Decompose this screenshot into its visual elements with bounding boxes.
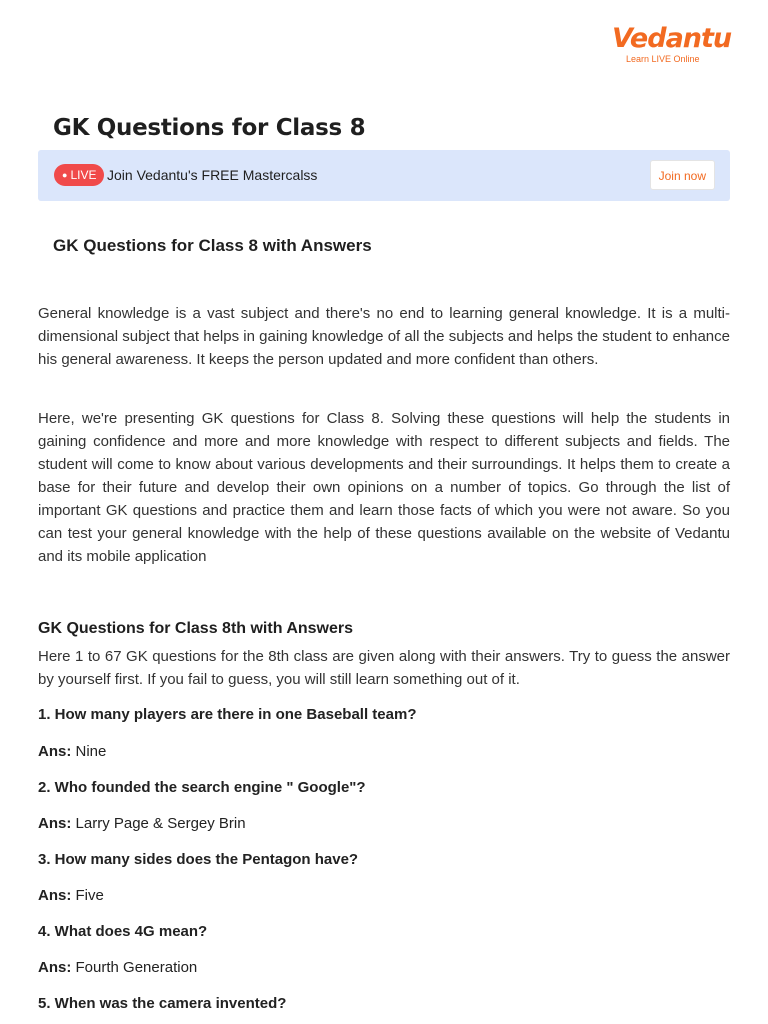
ans-label: Ans: [38, 743, 72, 760]
live-dot-icon: ● [62, 170, 68, 180]
question-5: 5. When was the camera invented? [38, 995, 287, 1012]
answer-4 [38, 959, 197, 976]
ans-label: Ans: [38, 887, 72, 904]
answer-2 [38, 815, 246, 832]
answer-3 [38, 887, 104, 904]
page-title: GK Questions for Class 8 [53, 115, 366, 141]
masterclass-banner [38, 150, 730, 201]
section-heading: GK Questions for Class 8 with Answers [53, 236, 372, 255]
vedantu-logo[interactable] [612, 22, 732, 64]
answer-1 [38, 743, 106, 760]
logo-tagline: Learn LIVE Online [626, 54, 700, 64]
qa-heading: GK Questions for Class 8th with Answers [38, 620, 354, 637]
intro-paragraph-2: Here, we're presenting GK questions for Class 8. Solving these questions will help the students in gaining confidence and more and more knowledge with respect to different subjects and fields. The student will come to know about various developments and their surroundings. It helps them to create a base for their future and develop their own opinions on a number of topics. Go through the list of important GK questions and practice them and learn those facts of which you were not aware. So you can test your general knowledge with the help of these questions available on the website of Vedantu and its mobile application [38, 410, 730, 565]
banner-text: Join Vedantu's FREE Mastercalss [107, 167, 318, 183]
logo-wordmark: Vedantu [612, 23, 732, 54]
question-2: 2. Who founded the search engine " Google"? [38, 779, 366, 796]
live-badge-label: LIVE [70, 168, 97, 182]
answer-1-text: Nine [75, 743, 107, 760]
intro-paragraph-1: General knowledge is a vast subject and there's no end to learning general knowledge. It is a multi-dimensional subject that helps in gaining knowledge of all the subjects and helps the student to enhance his general awareness. It keeps the person updated and more confident than others. [38, 305, 730, 368]
answer-2-text: Larry Page & Sergey Brin [75, 815, 246, 832]
join-now-button[interactable]: Join now [650, 160, 715, 190]
live-badge [54, 164, 104, 186]
answer-3-text: Five [75, 887, 104, 904]
answer-4-text: Fourth Generation [75, 959, 198, 976]
question-4: 4. What does 4G mean? [38, 923, 208, 940]
ans-label: Ans: [38, 815, 72, 832]
ans-label: Ans: [38, 959, 72, 976]
question-3: 3. How many sides does the Pentagon have? [38, 851, 359, 868]
qa-intro: Here 1 to 67 GK questions for the 8th class are given along with their answers. Try to guess the answer by yourself first. If you fail to guess, you will still learn something out of it. [38, 648, 730, 688]
question-1: 1. How many players are there in one Baseball team? [38, 706, 417, 723]
